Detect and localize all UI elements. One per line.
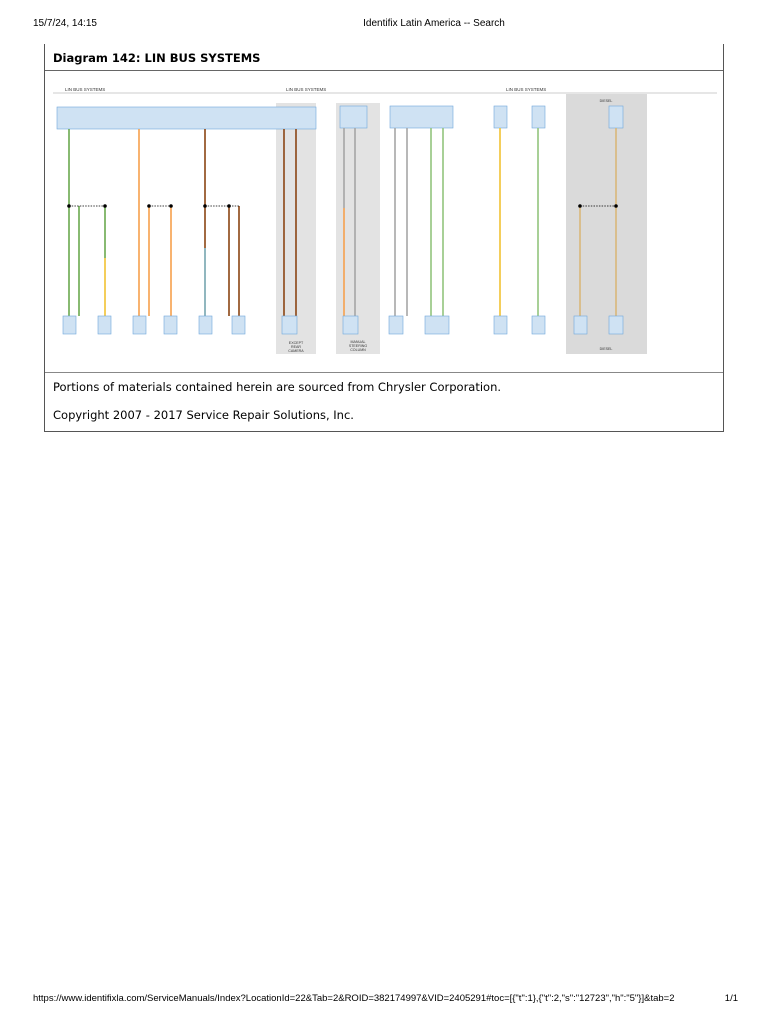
wiring-diagram bbox=[53, 78, 717, 364]
powertrain-control-module bbox=[609, 106, 623, 128]
section-label: LIN BUS SYSTEMS bbox=[65, 87, 106, 92]
footer-divider bbox=[45, 372, 723, 373]
diagram-panel bbox=[44, 44, 724, 432]
steering-caption: COLUMN bbox=[350, 348, 366, 352]
diesel-group-shade bbox=[566, 94, 647, 354]
print-page-number: 1/1 bbox=[724, 993, 738, 1004]
rear-camera-caption: EXCEPT bbox=[288, 341, 304, 345]
bottom-modules bbox=[63, 316, 623, 334]
print-datetime: 15/7/24, 14:15 bbox=[33, 18, 97, 29]
rear-camera-caption: CAMERA bbox=[288, 349, 304, 353]
print-footer bbox=[33, 993, 738, 1007]
print-page-title: Identifix Latin America -- Search bbox=[363, 18, 505, 29]
section-label: LIN BUS SYSTEMS bbox=[286, 87, 327, 92]
security-gateway-module bbox=[390, 106, 453, 128]
copyright-notice: Copyright 2007 - 2017 Service Repair Solutions, Inc. bbox=[53, 408, 354, 422]
rear-camera-caption: REAR bbox=[291, 345, 301, 349]
intrusion-module bbox=[494, 106, 507, 128]
print-url: https://www.identifixla.com/ServiceManuals/Index?LocationId=22&Tab=2&ROID=382174997&VID=2405291#toc=[{"t":1},{"t":2,"s":"12723","h":"5"}]&tab=2 bbox=[33, 993, 675, 1004]
siren-module bbox=[532, 106, 545, 128]
diesel-caption-top: DIESEL bbox=[599, 99, 613, 103]
title-divider bbox=[45, 70, 723, 71]
diesel-caption-bottom: DIESEL bbox=[599, 347, 613, 351]
body-control-module bbox=[57, 107, 316, 129]
source-notice: Portions of materials contained herein are sourced from Chrysler Corporation. bbox=[53, 380, 502, 394]
section-label: LIN BUS SYSTEMS bbox=[506, 87, 547, 92]
steering-caption: STEERING bbox=[348, 344, 368, 348]
steering-column-module bbox=[340, 106, 367, 128]
steering-caption: MANUAL bbox=[350, 340, 366, 344]
wiring-diagram-svg bbox=[53, 78, 717, 364]
print-header bbox=[0, 18, 768, 32]
diagram-title: Diagram 142: LIN BUS SYSTEMS bbox=[53, 51, 261, 65]
